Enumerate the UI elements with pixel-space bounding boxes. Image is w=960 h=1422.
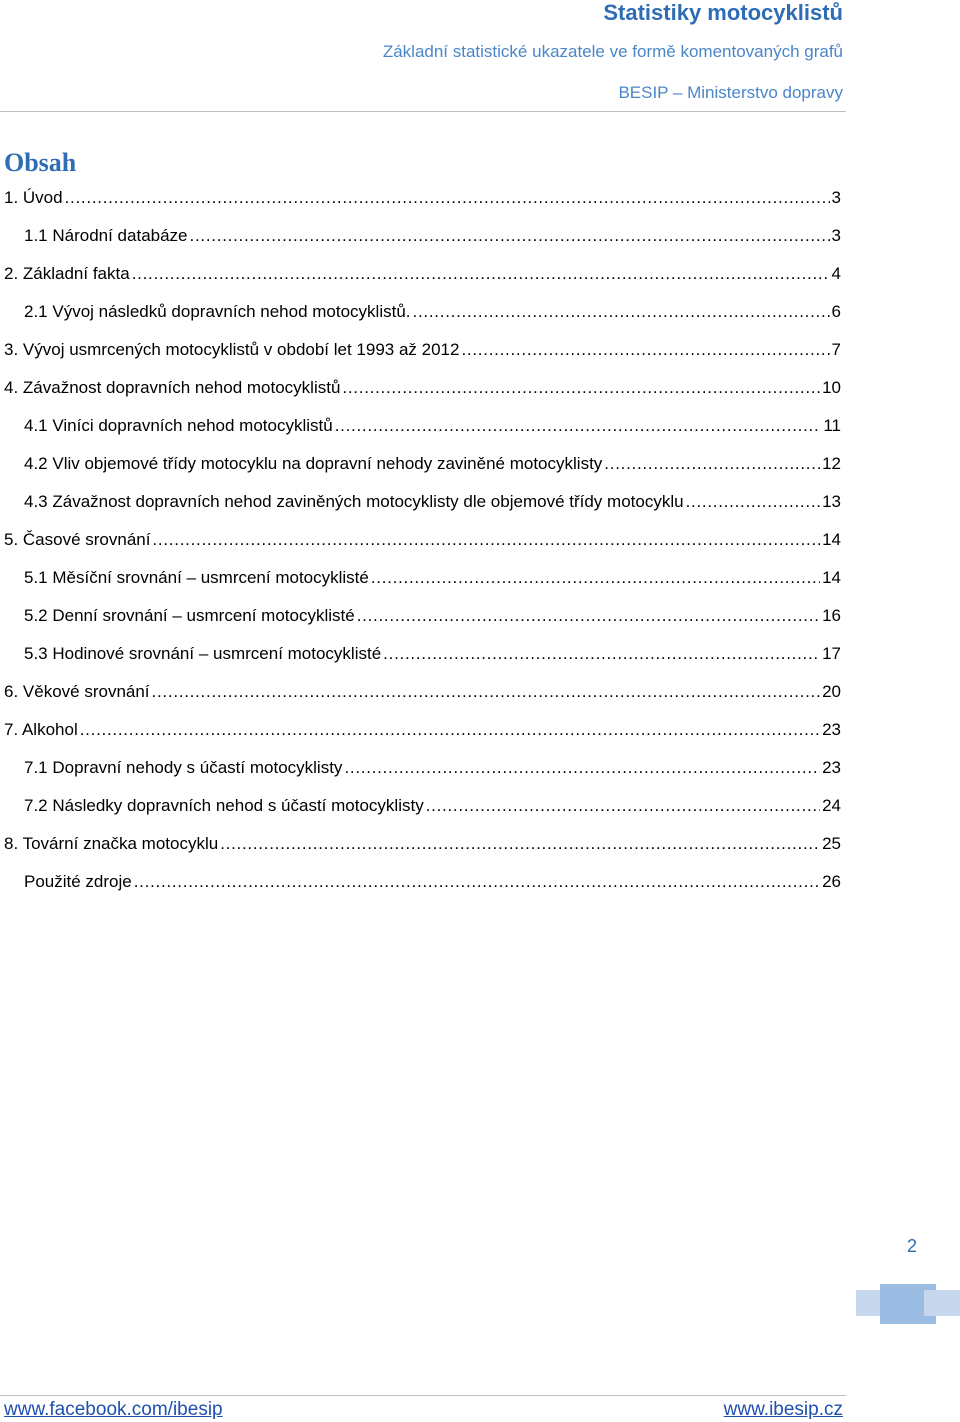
toc-entry-label: 5.2 Denní srovnání – usmrcení motocyklisté [24,606,355,625]
header-divider [0,111,846,112]
toc-entry-page: 3 [831,226,841,245]
website-link[interactable]: www.ibesip.cz [723,1399,843,1420]
toc-entry-page: 14 [822,530,841,549]
toc-dot-leader [342,369,820,407]
toc-dot-leader [604,445,820,483]
toc-entry[interactable] [0,559,841,597]
toc-entry-label: 5.1 Měsíční srovnání – usmrcení motocyklisté [24,568,369,587]
toc-dot-leader [65,179,830,217]
toc-dot-leader [461,331,829,369]
toc-dot-leader [686,483,821,521]
toc-entry-label: 4.2 Vliv objemové třídy motocyklu na dopravní nehody zaviněné motocyklisty [24,454,603,473]
toc-entry-label: Použité zdroje [24,872,132,891]
toc-entry-page: 17 [822,644,841,663]
toc-dot-leader [357,597,820,635]
toc-entry-page: 4 [831,264,841,283]
toc-entry-label: 7.1 Dopravní nehody s účastí motocyklisty [24,758,343,777]
toc-dot-leader [152,673,821,711]
toc-entry-label: 3. Vývoj usmrcených motocyklistů v období let 1993 až 2012 [4,340,460,359]
toc-dot-leader [152,521,820,559]
toc-dot-leader [426,787,820,825]
footer-divider [0,1395,846,1396]
toc-entry-label: 8. Tovární značka motocyklu [4,834,219,853]
toc-entry-page: 10 [822,378,841,397]
toc-entry-label: 2.1 Vývoj následků dopravních nehod motocyklistů. [24,302,411,321]
toc-entry-page: 14 [822,568,841,587]
toc-entry-label: 5.3 Hodinové srovnání – usmrcení motocyklisté [24,644,382,663]
page-tab-decoration [856,1284,960,1324]
toc-entry-page: 24 [822,796,841,815]
toc-entry[interactable] [0,445,841,483]
toc-entry[interactable] [0,369,841,407]
toc-entry-page: 20 [822,682,841,701]
facebook-link[interactable]: www.facebook.com/ibesip [4,1399,223,1420]
toc-entry-label: 1. Úvod [4,188,63,207]
toc-entry-page: 23 [822,720,841,739]
toc-dot-leader [80,711,820,749]
toc-entry-page: 6 [831,302,841,321]
toc-entry[interactable] [0,331,841,369]
toc-dot-leader [371,559,820,597]
toc-entry-page: 3 [831,188,841,207]
document-subtitle: Základní statistické ukazatele ve formě komentovaných grafů [382,42,843,61]
toc-dot-leader [134,863,820,901]
document-organization: BESIP – Ministerstvo dopravy [618,83,843,102]
document-title: Statistiky motocyklistů [603,0,843,25]
toc-entry[interactable] [0,521,841,559]
toc-dot-leader [383,635,820,673]
toc-entry-page: 25 [822,834,841,853]
toc-entry-page: 11 [823,416,841,435]
toc-entry-page: 7 [831,340,841,359]
toc-entry[interactable] [0,217,841,255]
toc-entry-page: 16 [822,606,841,625]
toc-dot-leader [344,749,820,787]
toc-entry[interactable] [0,711,841,749]
toc-entry-label: 4.1 Viníci dopravních nehod motocyklistů [24,416,333,435]
toc-entry-label: 4.3 Závažnost dopravních nehod zaviněných motocyklisty dle objemové třídy motocyklu [24,492,684,511]
toc-entry-page: 26 [822,872,841,891]
toc-entry-label: 5. Časové srovnání [4,530,151,549]
tab-shape-right [924,1290,960,1316]
toc-entry-label: 7.2 Následky dopravních nehod s účastí motocyklisty [24,796,424,815]
toc-entry[interactable] [0,673,841,711]
toc-heading: Obsah [4,148,77,177]
toc-entry[interactable] [0,255,841,293]
toc-dot-leader [335,407,822,445]
toc-entry[interactable] [0,179,841,217]
toc-entry-page: 13 [822,492,841,511]
document-header [243,0,843,103]
toc-entry-label: 4. Závažnost dopravních nehod motocyklistů [4,378,341,397]
toc-entry[interactable] [0,825,841,863]
toc-entry-label: 7. Alkohol [4,720,78,739]
table-of-contents [0,179,841,901]
toc-entry-label: 1.1 Národní databáze [24,226,188,245]
toc-entry-label: 2. Základní fakta [4,264,130,283]
toc-dot-leader [132,255,830,293]
toc-dot-leader [413,293,830,331]
toc-entry[interactable] [0,863,841,901]
toc-entry[interactable] [0,787,841,825]
toc-entry[interactable] [0,635,841,673]
toc-entry-page: 12 [822,454,841,473]
toc-entry[interactable] [0,597,841,635]
toc-entry[interactable] [0,293,841,331]
toc-dot-leader [190,217,830,255]
page-number: 2 [906,1236,917,1256]
toc-entry[interactable] [0,749,841,787]
toc-entry-page: 23 [822,758,841,777]
toc-entry[interactable] [0,407,841,445]
toc-dot-leader [220,825,820,863]
toc-entry[interactable] [0,483,841,521]
toc-entry-label: 6. Věkové srovnání [4,682,150,701]
